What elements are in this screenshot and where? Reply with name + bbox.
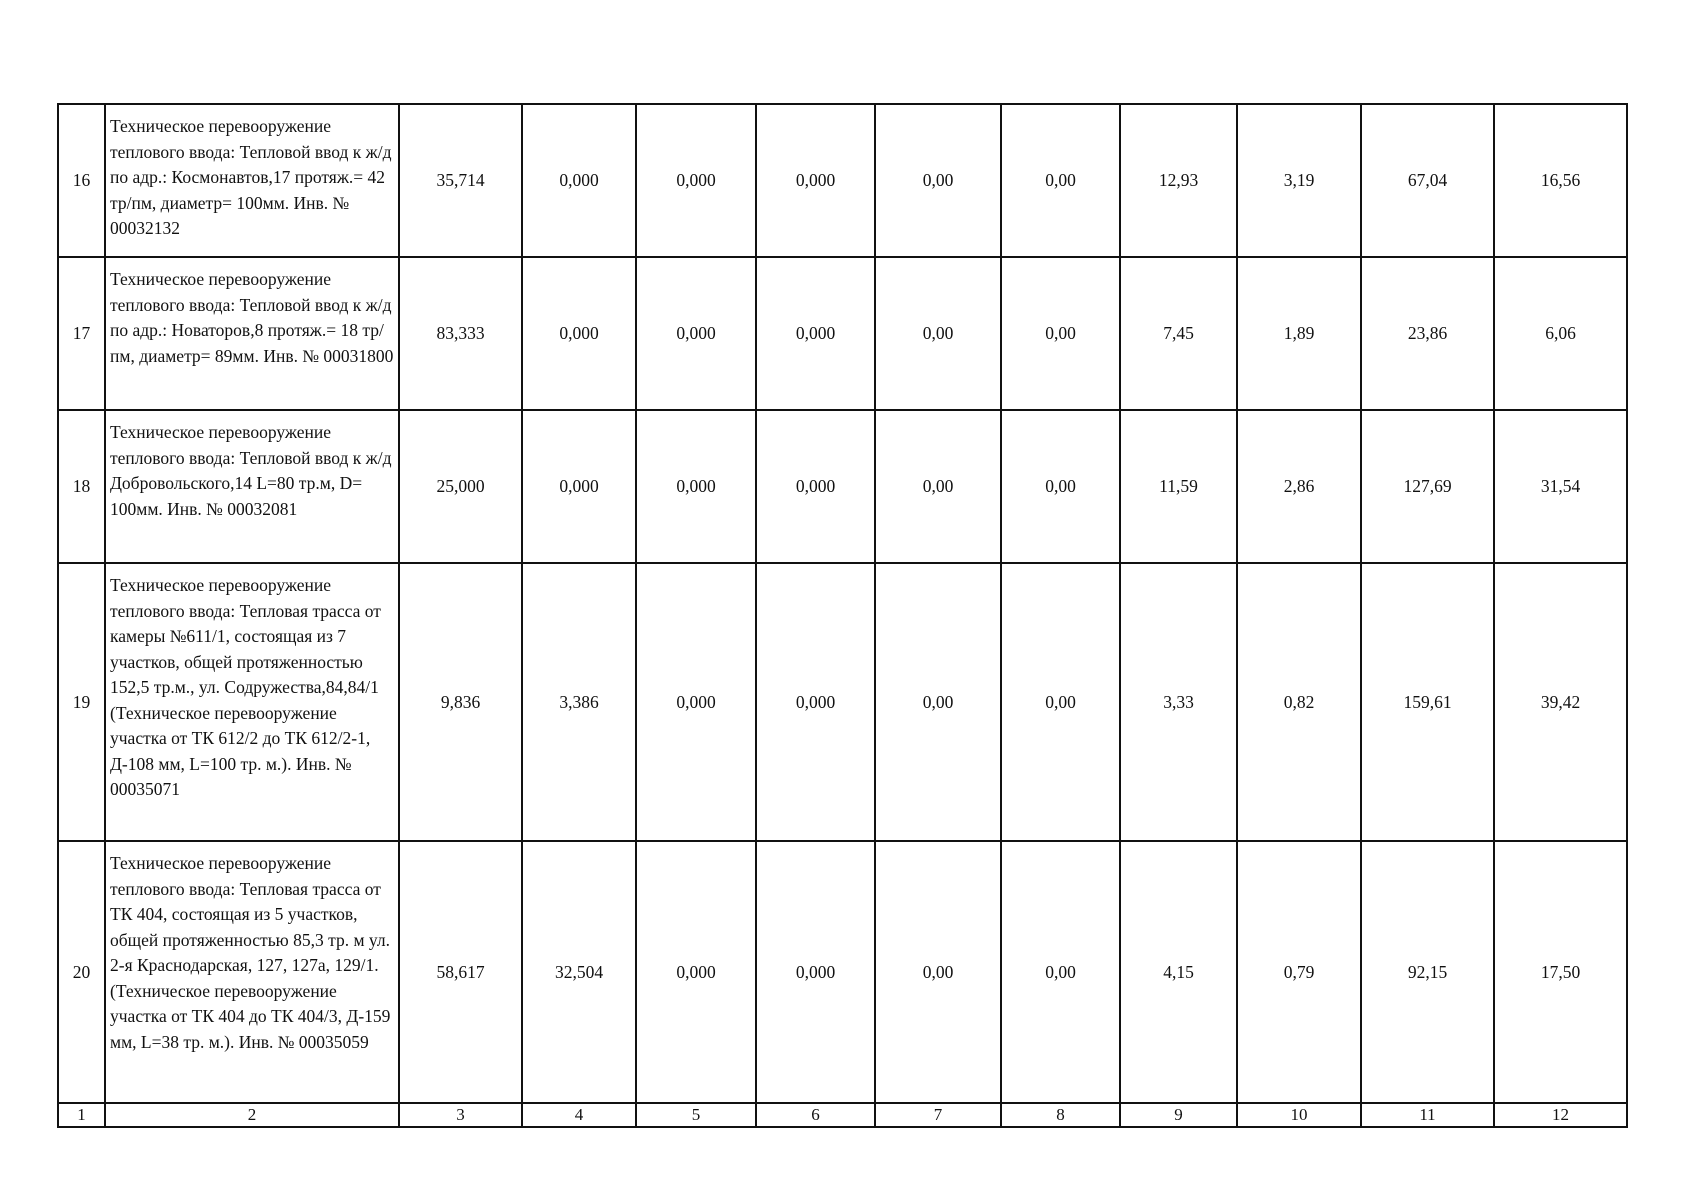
value-cell: 0,000 (756, 563, 875, 841)
value-cell: 31,54 (1494, 410, 1627, 563)
value-cell: 159,61 (1361, 563, 1494, 841)
column-number: 12 (1494, 1103, 1627, 1127)
value-cell: 0,00 (875, 257, 1001, 410)
value-cell: 127,69 (1361, 410, 1494, 563)
value-cell: 4,15 (1120, 841, 1237, 1103)
value-cell: 0,79 (1237, 841, 1361, 1103)
row-description: Техническое перевооружение теплового ввода: Тепловой ввод к ж/д по адр.: Новаторов,8 протяж.= 18 тр/пм, диаметр= 89мм. Инв. № 00031800 (105, 257, 399, 410)
row-number: 17 (58, 257, 105, 410)
row-number: 19 (58, 563, 105, 841)
value-cell: 0,00 (875, 563, 1001, 841)
value-cell: 0,00 (1001, 257, 1120, 410)
row-description: Техническое перевооружение теплового ввода: Тепловая трасса от ТК 404, состоящая из 5 участков, общей протяженностью 85,3 тр. м ул. 2-я Краснодарская, 127, 127а, 129/1. (Техническое перевооружение участка от ТК 404 до ТК 404/3, Д-159 мм, L=38 тр. м.). Инв. № 00035059 (105, 841, 399, 1103)
column-number: 7 (875, 1103, 1001, 1127)
column-number: 3 (399, 1103, 522, 1127)
column-number: 4 (522, 1103, 636, 1127)
value-cell: 0,000 (522, 257, 636, 410)
value-cell: 16,56 (1494, 104, 1627, 257)
value-cell: 0,000 (756, 104, 875, 257)
value-cell: 67,04 (1361, 104, 1494, 257)
value-cell: 12,93 (1120, 104, 1237, 257)
column-number: 5 (636, 1103, 756, 1127)
value-cell: 23,86 (1361, 257, 1494, 410)
value-cell: 92,15 (1361, 841, 1494, 1103)
value-cell: 2,86 (1237, 410, 1361, 563)
value-cell: 83,333 (399, 257, 522, 410)
table-row (58, 410, 1627, 563)
value-cell: 39,42 (1494, 563, 1627, 841)
value-cell: 0,000 (522, 410, 636, 563)
value-cell: 3,33 (1120, 563, 1237, 841)
value-cell: 11,59 (1120, 410, 1237, 563)
value-cell: 0,000 (756, 841, 875, 1103)
column-number: 8 (1001, 1103, 1120, 1127)
table-row (58, 563, 1627, 841)
column-number: 1 (58, 1103, 105, 1127)
value-cell: 0,000 (636, 104, 756, 257)
column-number: 11 (1361, 1103, 1494, 1127)
row-number: 16 (58, 104, 105, 257)
value-cell: 0,00 (875, 410, 1001, 563)
value-cell: 3,19 (1237, 104, 1361, 257)
value-cell: 0,000 (522, 104, 636, 257)
value-cell: 0,000 (636, 410, 756, 563)
column-number: 10 (1237, 1103, 1361, 1127)
column-number-row (58, 1103, 1627, 1127)
value-cell: 0,00 (875, 841, 1001, 1103)
value-cell: 0,000 (756, 257, 875, 410)
value-cell: 7,45 (1120, 257, 1237, 410)
row-number: 18 (58, 410, 105, 563)
column-number: 9 (1120, 1103, 1237, 1127)
table-row (58, 104, 1627, 257)
value-cell: 3,386 (522, 563, 636, 841)
value-cell: 0,00 (1001, 410, 1120, 563)
column-number: 6 (756, 1103, 875, 1127)
row-description: Техническое перевооружение теплового ввода: Тепловой ввод к ж/д Добровольского,14 L=80 тр.м, D= 100мм. Инв. № 00032081 (105, 410, 399, 563)
value-cell: 32,504 (522, 841, 636, 1103)
value-cell: 9,836 (399, 563, 522, 841)
value-cell: 0,00 (1001, 841, 1120, 1103)
row-number: 20 (58, 841, 105, 1103)
row-description: Техническое перевооружение теплового ввода: Тепловая трасса от камеры №611/1, состоящая из 7 участков, общей протяженностью 152,5 тр.м., ул. Содружества,84,84/1 (Техническое перевооружение участка от ТК 612/2 до ТК 612/2-1, Д-108 мм, L=100 тр. м.). Инв. № 00035071 (105, 563, 399, 841)
value-cell: 0,00 (1001, 563, 1120, 841)
data-table (57, 103, 1628, 1128)
value-cell: 0,000 (636, 257, 756, 410)
table-row (58, 841, 1627, 1103)
row-description: Техническое перевооружение теплового ввода: Тепловой ввод к ж/д по адр.: Космонавтов,17 протяж.= 42 тр/пм, диаметр= 100мм. Инв. № 00032132 (105, 104, 399, 257)
column-number: 2 (105, 1103, 399, 1127)
value-cell: 25,000 (399, 410, 522, 563)
value-cell: 1,89 (1237, 257, 1361, 410)
value-cell: 0,00 (1001, 104, 1120, 257)
value-cell: 58,617 (399, 841, 522, 1103)
table-row (58, 257, 1627, 410)
value-cell: 0,000 (636, 563, 756, 841)
value-cell: 0,000 (756, 410, 875, 563)
value-cell: 35,714 (399, 104, 522, 257)
value-cell: 0,82 (1237, 563, 1361, 841)
value-cell: 6,06 (1494, 257, 1627, 410)
value-cell: 0,000 (636, 841, 756, 1103)
value-cell: 0,00 (875, 104, 1001, 257)
value-cell: 17,50 (1494, 841, 1627, 1103)
